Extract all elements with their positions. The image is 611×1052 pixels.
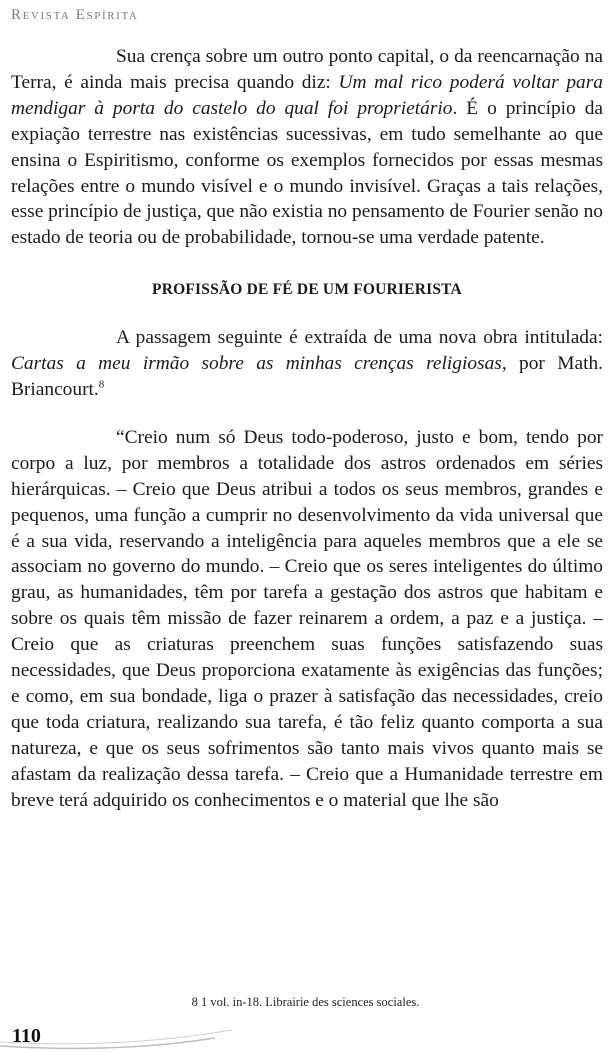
paragraph-text: . É o princípio da expiação terrestre nas existências sucessivas, em tudo semelhante ao que ensina o Espiritismo, conforme os exemplos fornecidos por essas mesmas relações entre o mundo visível e o mundo invisível. Graças a tais relações, esse princípio de justiça, que não existia no pensamento de Fourier senão no estado de teoria ou de probabilidade, tornou-se uma verdade patente. (11, 97, 603, 249)
page-number: 110 (12, 1025, 41, 1047)
paragraph-text: Sua crença sobre um outro ponto capital, o da reencarnação na Terra, é ainda mais precisa quando diz: (11, 46, 603, 93)
paragraph-text: , por Math. Briancourt. (11, 353, 603, 400)
paragraph-passage (11, 325, 603, 403)
paragraph-text: A passagem seguinte é extraída de uma nova obra intitulada: (116, 327, 603, 349)
paragraph-creed: “Creio num só Deus todo-poderoso, justo e bom, tendo por corpo a luz, por membros a totalidade dos astros ordenados em séries hierárquicas. – Creio que Deus atribui a todos os seus membros, grandes e pequenos, uma função a cumprir no desenvolvimento da vida universal que é a sua vida, reservando a inteligência para aqueles membros que a ele se associam no governo do mundo. – Creio que os seres inteligentes do último grau, as humanidades, têm por tarefa a gestação dos astros que habitam e sobre os quais têm missão de fazer reinarem a ordem, a paz e a justiça. – Creio que as criaturas preenchem suas funções satisfazendo suas necessidades, que Deus proporciona exatamente às exigências das funções; e como, em sua bondade, liga o prazer à satisfação das necessidades, creio que toda criatura, realizando sua tarefa, é tão feliz quanto comporta a sua natureza, e que os seus sofrimentos são tanto mais vivos quanto mais se afastam da realização dessa tarefa. – Creio que a Humanidade terrestre em breve terá adquirido os conhecimentos e o material que lhe são (11, 426, 603, 811)
paragraph-reincarnation (11, 44, 603, 251)
running-header: Revista Espírita (11, 7, 139, 23)
footnote: 8 1 vol. in-18. Librairie des sciences sociales. (191, 995, 420, 1009)
italic-quote: Um mal rico poderá voltar para mendigar à porta do castelo do qual foi proprietário (11, 71, 603, 119)
footnote-reference: 8 (98, 378, 105, 391)
page-body (11, 44, 603, 813)
section-title: PROFISSÃO DE FÉ DE UM FOURIERISTA (152, 281, 462, 299)
italic-book-title: Cartas a meu irmão sobre as minhas crenças religiosas (11, 353, 502, 375)
